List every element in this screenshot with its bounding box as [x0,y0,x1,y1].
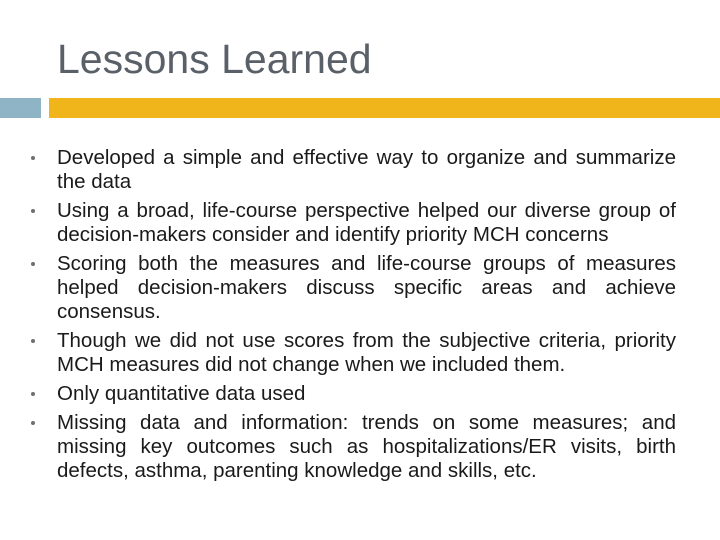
bullet-dot-icon [31,156,35,160]
bullet-text: Scoring both the measures and life-course groups of measures helped decision-makers discuss specific areas and achieve consensus. [57,252,676,323]
bullet-item [0,411,676,483]
bullet-text: Missing data and information: trends on some measures; and missing key outcomes such as hospitalizations/ER visits, birth defects, asthma, parenting knowledge and skills, etc. [57,411,676,482]
bullet-text: Only quantitative data used [57,382,306,405]
slide-title: Lessons Learned [57,36,372,82]
bullet-dot-icon [31,392,35,396]
bullet-text: Using a broad, life-course perspective helped our diverse group of decision-makers consider and identify priority MCH concerns [57,199,676,246]
bullet-dot-icon [31,339,35,343]
bullet-item [0,146,676,194]
bullet-dot-icon [31,209,35,213]
bullet-list [0,146,720,488]
bullet-text: Developed a simple and effective way to organize and summarize the data [57,146,676,193]
bullet-dot-icon [31,262,35,266]
accent-bar-left [0,98,41,118]
bullet-item [0,382,676,406]
bullet-item [0,329,676,377]
accent-bar-right [49,98,720,118]
bullet-dot-icon [31,421,35,425]
bullet-item [0,199,676,247]
bullet-text: Though we did not use scores from the subjective criteria, priority MCH measures did not change when we included them. [57,329,676,376]
bullet-item [0,252,676,324]
